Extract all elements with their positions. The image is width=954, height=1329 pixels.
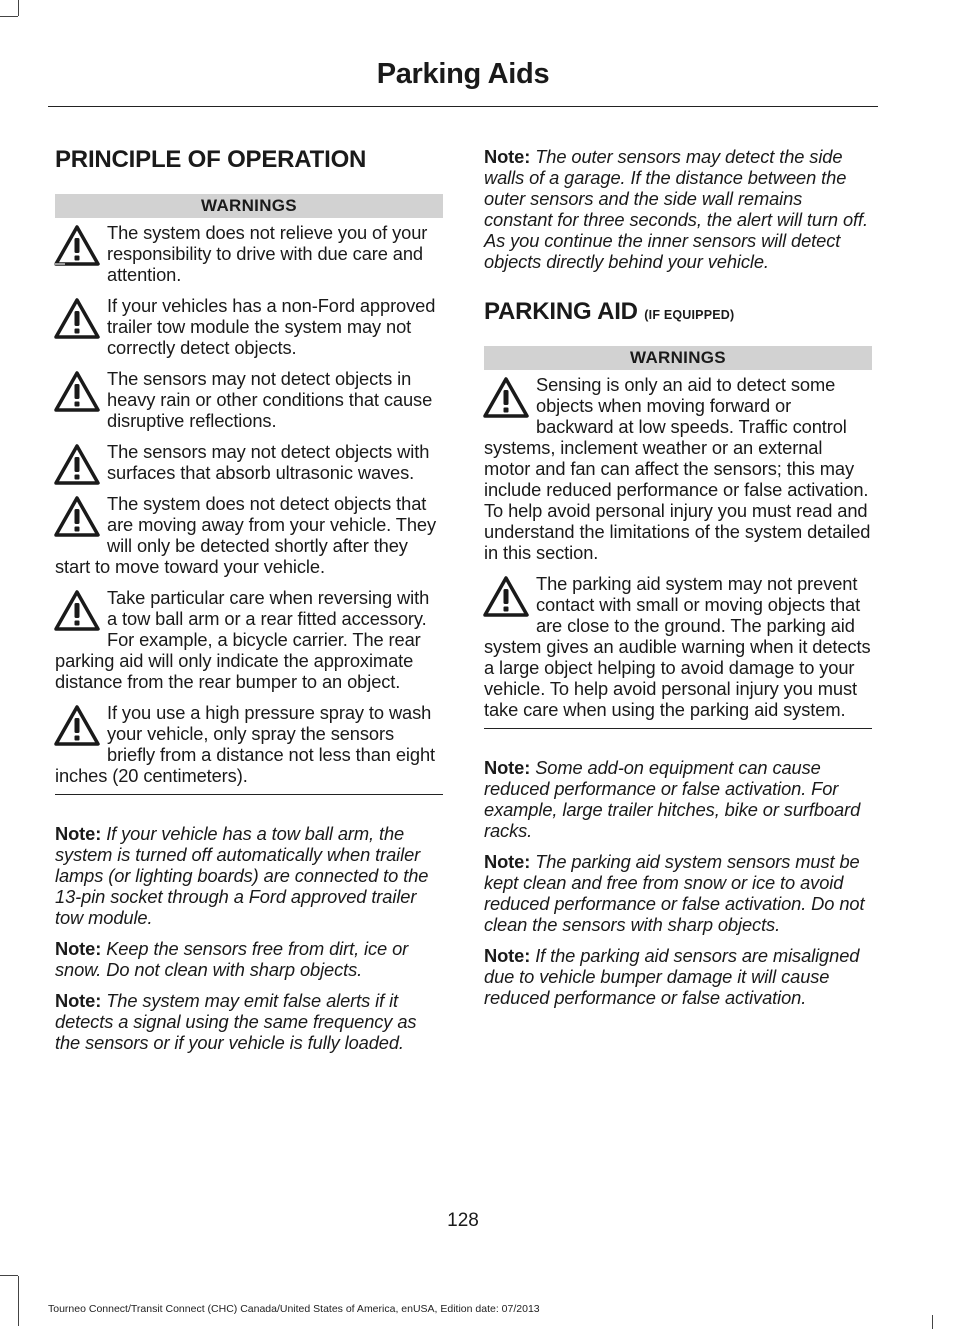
warning-item: If your vehicles has a non-Ford approved trailer tow module the system may not correctly detect objects. [55, 295, 443, 358]
warning-item: Take particular care when reversing with a tow ball arm or a rear fitted accessory. For example, a bicycle carrier. The rear parking aid will only indicate the approximate distance from the rear bumper to an object. [55, 587, 430, 692]
warning-item: The parking aid system may not prevent contact with small or moving objects that are close to the ground. The parking aid system gives an audible warning when it detects a large object helping to avoid damage to your vehicle. To help avoid personal injury you must take care when using the parking aid system. [484, 573, 871, 720]
warning-item: The system does not relieve you of your responsibility to drive with due care and attention. [55, 222, 443, 285]
warnings-end-divider [484, 728, 872, 729]
crop-mark [0, 16, 18, 17]
warning-triangle-icon [482, 376, 534, 424]
section-heading-suffix: (IF EQUIPPED) [644, 308, 735, 322]
warnings-bar: WARNINGS [484, 346, 872, 370]
crop-mark [0, 1275, 18, 1276]
note: Note: If your vehicle has a tow ball arm, the system is turned off automatically when trailer lamps (or lighting boards) are connected to the 13-pin socket through a Ford approved trailer tow module. [55, 823, 429, 928]
right-column [484, 146, 872, 1018]
warnings-end-divider [55, 794, 443, 795]
warning-triangle-icon [53, 704, 105, 752]
page-number: 128 [447, 1210, 479, 1231]
note: Note: The parking aid system sensors must be kept clean and free from snow or ice to avoid reduced performance or false activation. Do not clean the sensors with sharp objects. [484, 851, 865, 935]
warning-triangle-icon [53, 370, 105, 418]
note: Note: Some add-on equipment can cause reduced performance or false activation. For example, large trailer hitches, bike or surfboard racks. [484, 757, 861, 841]
section-heading: PRINCIPLE OF OPERATION [55, 146, 367, 173]
warning-item: Sensing is only an aid to detect some objects when moving forward or backward at low speeds. Traffic control systems, inclement weather or an external motor and fan can affect the sensors; this may include reduced performance or false activation. To help avoid personal injury you must read and understand the limitations of the system detailed in this section. [484, 374, 871, 563]
note: Note: Keep the sensors free from dirt, ice or snow. Do not clean with sharp objects. [55, 938, 409, 980]
title-divider [48, 106, 878, 107]
left-column [55, 140, 443, 1063]
warning-item: If you use a high pressure spray to wash your vehicle, only spray the sensors briefly from a distance not less than eight inches (20 centimeters). [55, 702, 435, 786]
crop-mark [18, 1276, 19, 1326]
warnings-bar: WARNINGS [55, 194, 443, 218]
warning-item: The sensors may not detect objects with surfaces that absorb ultrasonic waves. [55, 441, 443, 483]
warning-item: The system does not detect objects that are moving away from your vehicle. They will only be detected shortly after they start to move toward your vehicle. [55, 493, 437, 577]
note: Note: The outer sensors may detect the side walls of a garage. If the distance between the outer sensors and the side wall remains constant for three seconds, the alert will turn off. As you continue the inner sensors will detect objects directly behind your vehicle. [484, 146, 868, 272]
section-heading: PARKING AID (IF EQUIPPED) [484, 298, 735, 325]
warning-item: The sensors may not detect objects in heavy rain or other conditions that cause disruptive reflections. [55, 368, 443, 431]
crop-mark [932, 1315, 933, 1329]
warning-triangle-icon [53, 443, 105, 491]
warning-triangle-icon [53, 589, 105, 637]
warning-triangle-icon [482, 575, 534, 623]
crop-mark [18, 0, 19, 16]
warning-triangle-icon [53, 297, 105, 345]
note: Note: The system may emit false alerts if it detects a signal using the same frequency as the sensors or if your vehicle is fully loaded. [55, 990, 417, 1053]
warning-triangle-icon [53, 495, 105, 543]
page-title: Parking Aids [376, 58, 550, 90]
warning-triangle-icon [53, 224, 105, 272]
note: Note: If the parking aid sensors are misaligned due to vehicle bumper damage it will cause reduced performance or false activation. [484, 945, 860, 1008]
footer-edition-info: Tourneo Connect/Transit Connect (CHC) Canada/United States of America, enUSA, Edition date: 07/2013 [48, 1303, 540, 1315]
